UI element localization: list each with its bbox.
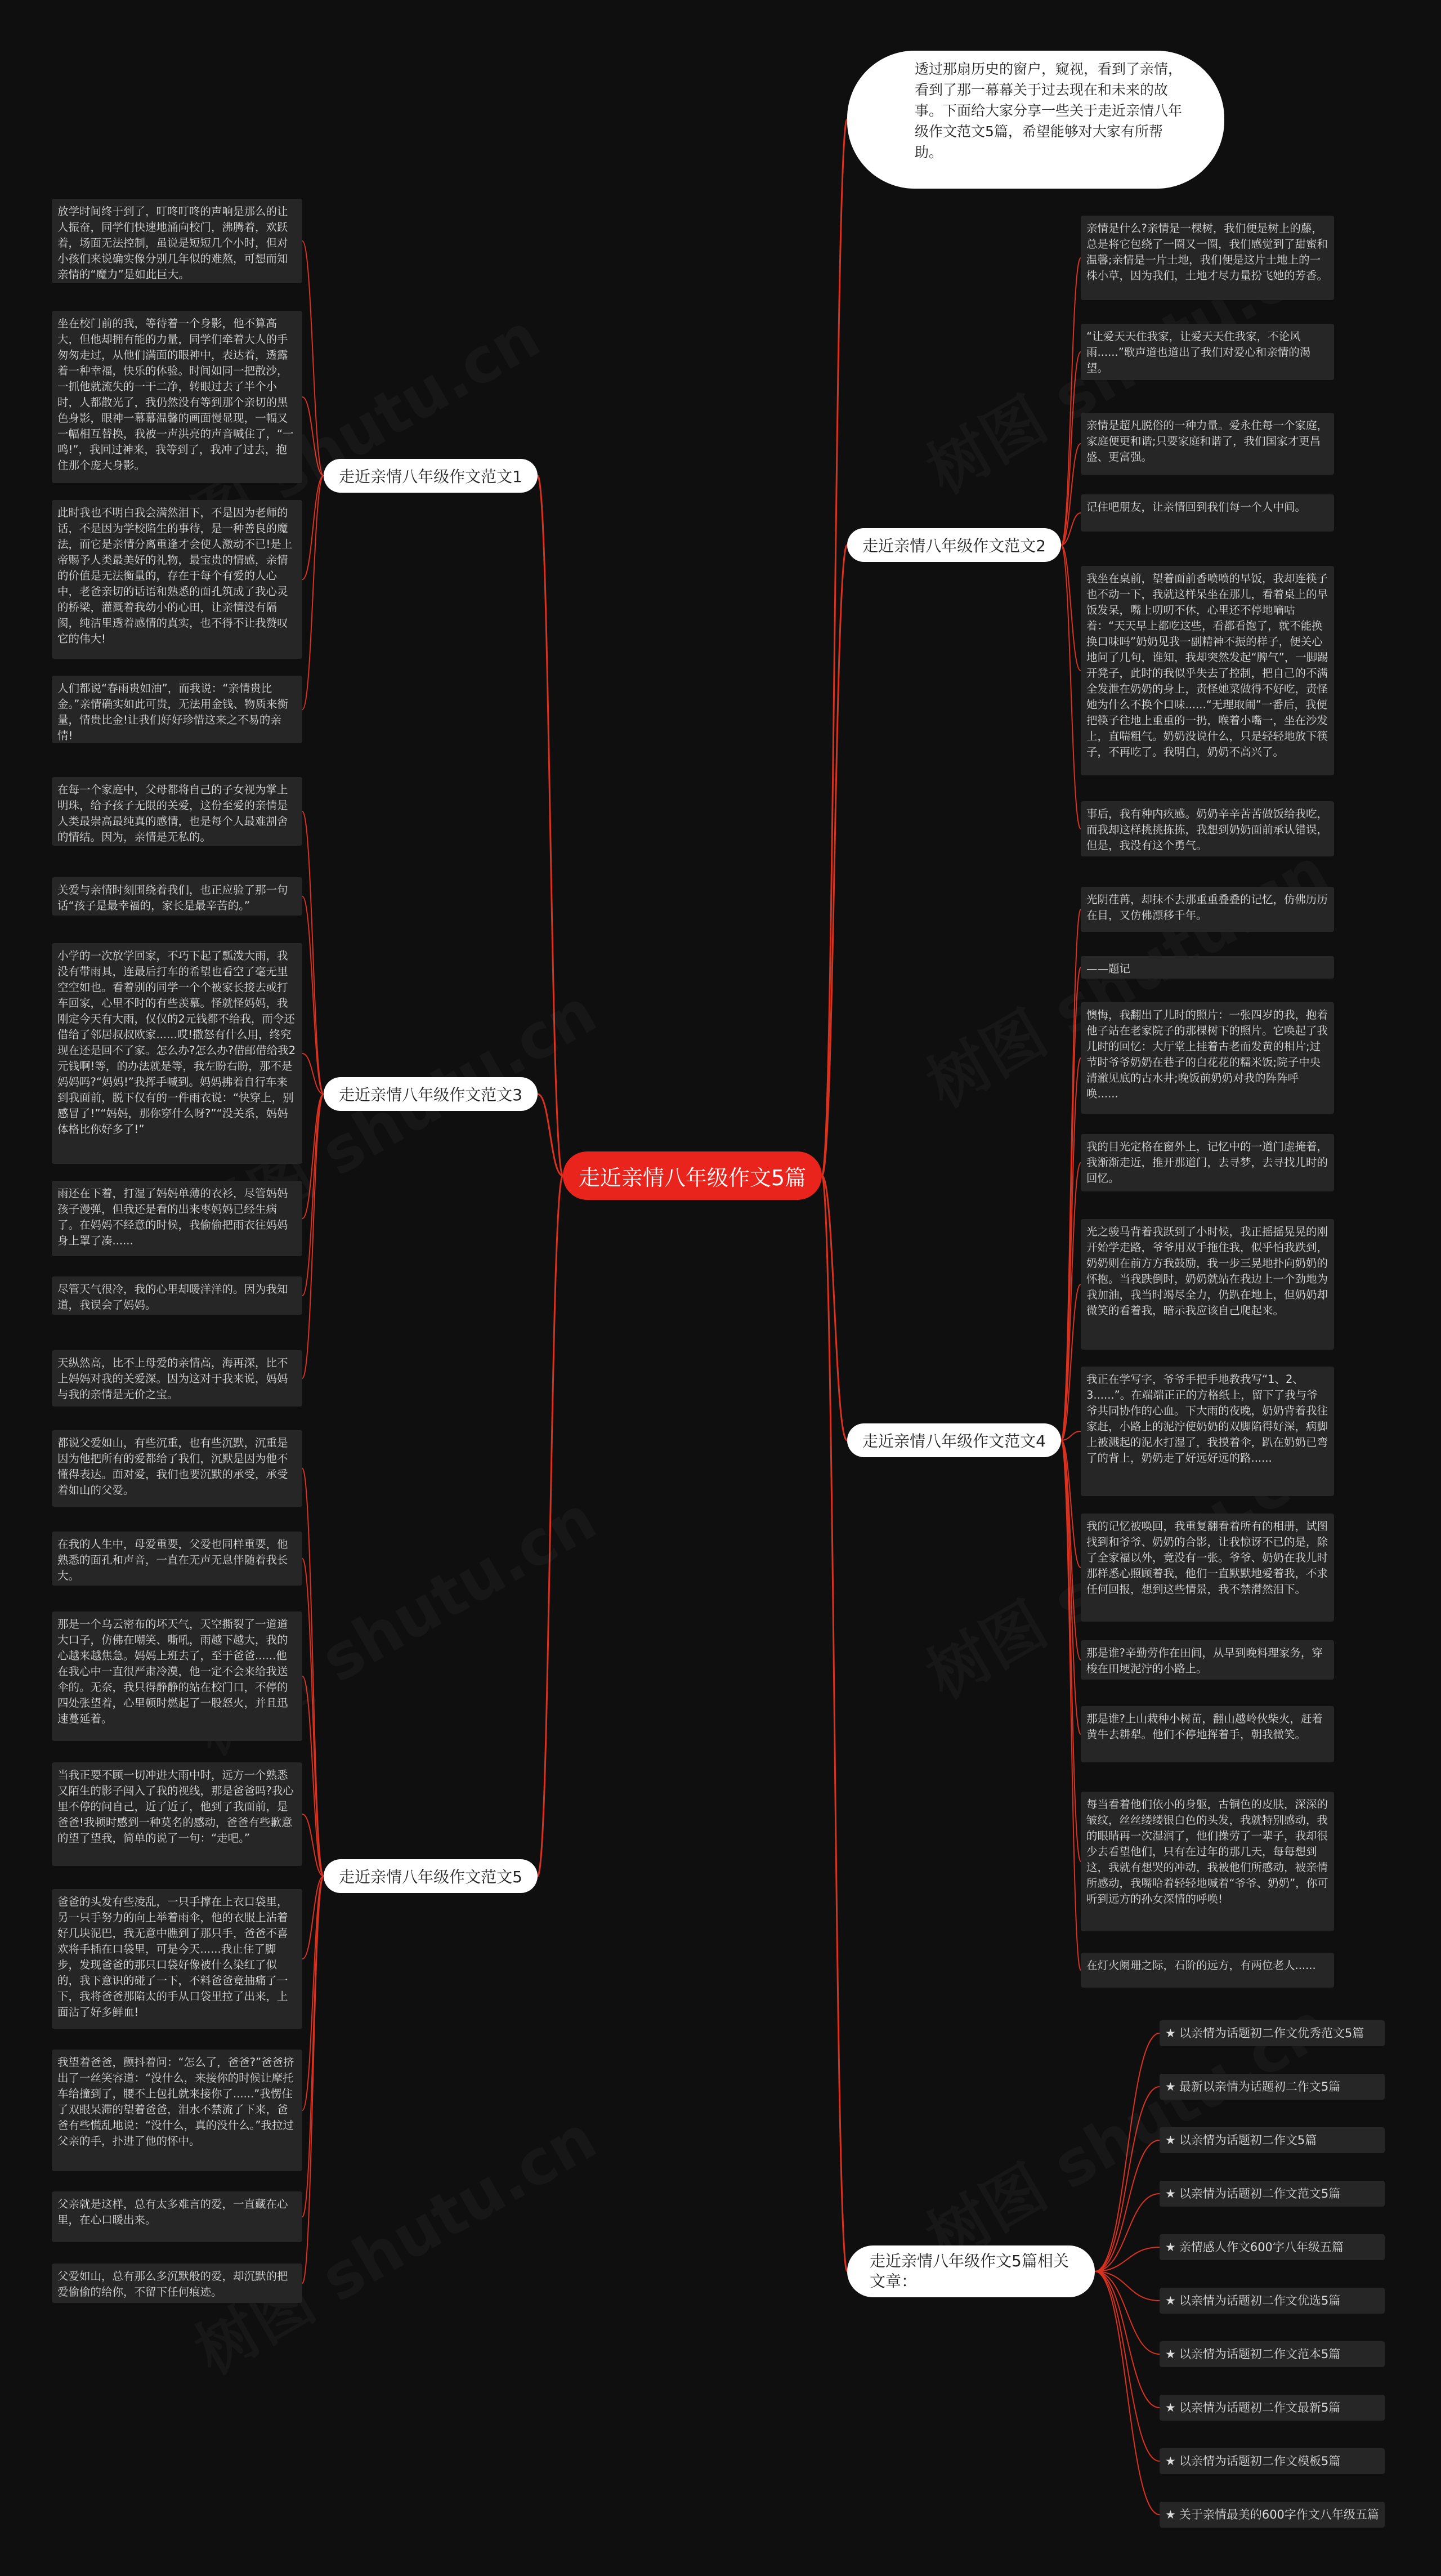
related-article-link[interactable] xyxy=(1160,2288,1385,2314)
essay-paragraph: 那是一个乌云密布的坏天气，天空撕裂了一道道大口子，仿佛在嘲笑、嘶吼，雨越下越大，我的心越来越焦急。妈妈上班去了，至于爸爸......他在我心中一直很严肃冷漠，他一定不会来给我送伞的。无奈，我只得静静的站在校门口，不停的四处张望着，心里顿时燃起了一股怒火，并且迅速蔓延着。 xyxy=(52,1611,302,1741)
essay-paragraph: 我望着爸爸，颤抖着问：“怎么了，爸爸?”爸爸挤出了一丝笑容道：“没什么，来接你的时候让摩托车给撞到了，腰不上包扎就来接你了......”我愣住了双眼呆滞的望着爸爸，泪水不禁流了下来，爸爸有些慌乱地说：“没什么，真的没什么。”我拉过父亲的手，扑进了他的怀中。 xyxy=(52,2050,302,2171)
related-article-title: 以亲情为话题初二作文模板5篇 xyxy=(1179,2454,1341,2468)
related-article-link[interactable] xyxy=(1160,2074,1385,2100)
essay-paragraph: 雨还在下着，打湿了妈妈单薄的衣衫，尽管妈妈孩子漫弹，但我还是看的出来枣妈妈已经生病了。在妈妈不经意的时候，我偷偷把雨衣往妈妈身上罩了凑...... xyxy=(52,1181,302,1256)
essay-paragraph: 小学的一次放学回家，不巧下起了瓢泼大雨，我没有带雨具，连最后打车的希望也看空了毫无里空空如也。看着别的同学一个个被家长接去或打车回家，心里不时的有些羡慕。怪就怪妈妈，我刚定今天有大雨，仅仅的2元钱都不给我，而令还借给了邻居叔叔欧家......哎!撒怒有什么用，终究现在还是回不了家。怎么办?怎么办?借邮借给我2元钱啊!等，的办法就是等，我左盼右盼，那不是妈妈吗?“妈妈!”我挥手喊到。妈妈拂着自行车来到我面前，脱下仅有的一件雨衣说：“快穿上，别感冒了!”“妈妈，那你穿什么呀?”“没关系，妈妈体格比你好多了!” xyxy=(52,943,302,1164)
branch-essay-4[interactable]: 走近亲情八年级作文范文4 xyxy=(847,1423,1061,1457)
intro-bubble: 透过那扇历史的窗户，窥视，看到了亲情，看到了那一幕幕关于过去现在和未来的故事。下面给大家分享一些关于走近亲情八年级作文范文5篇，希望能够对大家有所帮助。 xyxy=(847,51,1224,189)
essay-paragraph: 当我正要不顾一切冲进大雨中时，远方一个熟悉又陌生的影子闯入了我的视线，那是爸爸吗?我心里不停的问自己，近了近了，他到了我面前，是爸爸!我顿时感到一种莫名的感动，爸爸有些歉意的望了望我，简单的说了一句：“走吧。” xyxy=(52,1762,302,1866)
related-article-link[interactable] xyxy=(1160,2020,1385,2046)
star-icon: ★ xyxy=(1165,2026,1176,2040)
star-icon: ★ xyxy=(1165,2133,1176,2147)
connector-edge xyxy=(302,476,324,579)
essay-paragraph: 天纵然高，比不上母爱的亲情高，海再深，比不上妈妈对我的关爱深。因为这对于我来说，妈妈与我的亲情是无价之宝。 xyxy=(52,1350,302,1407)
related-article-title: 以亲情为话题初二作文最新5篇 xyxy=(1179,2401,1341,2414)
related-article-title: 以亲情为话题初二作文优选5篇 xyxy=(1179,2294,1341,2307)
connector-edge xyxy=(302,811,324,1094)
branch-essay-1[interactable]: 走近亲情八年级作文范文1 xyxy=(324,459,538,493)
connector-edge xyxy=(302,397,324,476)
connector-edge xyxy=(302,896,324,1094)
essay-paragraph: 父爱如山，总有那么多沉默般的爱，却沉默的把爱偷偷的给你，不留下任何痕迹。 xyxy=(52,2264,302,2303)
essay-paragraph: “让爱天天住我家，让爱天天住我家，不论风雨......”歌声道也道出了我们对爱心和亲情的渴望。 xyxy=(1081,324,1334,380)
essay-paragraph: 在每一个家庭中，父母都将自己的子女视为掌上明珠，给予孩子无限的关爱，这份至爱的亲情是人类最崇高最纯真的感情，也是每个人最难割舍的情结。因为，亲情是无私的。 xyxy=(52,777,302,846)
essay-paragraph: 爸爸的头发有些凌乱，一只手撑在上衣口袋里，另一只手努力的向上举着雨伞，他的衣服上沾着好几块泥巴，我无意中瞧到了那只手，爸爸不喜欢将手插在口袋里，可是今天......我止住了脚步，发现爸爸的那只口袋好像被什么染红了似的，我下意识的碰了一下，不料爸爸竟抽痛了一下，我将爸爸那陷太的手从口袋里拉了出来，上面沾了好多鲜血! xyxy=(52,1889,302,2029)
essay-paragraph: 此时我也不明白我会满然泪下，不是因为老师的话，不是因为学校陷生的事待，是一种善良的魔法，而它是亲情分离重逢才会使人激动不已!是上帝赐予人类最美好的礼物，最宝贵的情感，亲情的价值是无法衡量的，存在于每个有爱的人心中，老爸亲切的话语和熟悉的面孔筑成了我心灵的桥梁，灌溉着我幼小的心田，让亲情没有隔阂，纯洁里透着感情的真实，也不得不让我赞叹它的伟大! xyxy=(52,500,302,659)
connector-edge xyxy=(1095,2271,1160,2515)
connector-edge xyxy=(1095,2271,1160,2408)
essay-paragraph: 关爱与亲情时刻围绕着我们，也正应验了那一句话“孩子是最幸福的，家长是最辛苦的。” xyxy=(52,877,302,916)
essay-paragraph: 亲情是超凡脱俗的一种力量。爱永住每一个家庭，家庭便更和谐;只要家庭和谐了，我们国家才更昌盛、更富强。 xyxy=(1081,413,1334,475)
star-icon: ★ xyxy=(1165,2454,1176,2468)
essay-paragraph: 我正在学写字，爷爷手把手地教我写“1、2、3......”。在端端正正的方格纸上，留下了我与爷爷共同协作的心血。下大雨的夜晚，奶奶背着我往家赶，小路上的泥泞使奶奶的双脚陷得好深，病脚上被溅起的泥水打湿了，我摸着伞，趴在奶奶已弯了的背上，奶奶走了好远好远的路...... xyxy=(1081,1367,1334,1496)
essay-paragraph: 都说父爱如山，有些沉重，也有些沉默，沉重是因为他把所有的爱都给了我们，沉默是因为他不懂得表达。面对爱，我们也要沉默的承受，承受着如山的父爱。 xyxy=(52,1430,302,1507)
connector-edge xyxy=(1095,2033,1160,2271)
star-icon: ★ xyxy=(1165,2508,1176,2521)
essay-paragraph: 尽管天气很冷，我的心里却暖洋洋的。因为我知道，我误会了妈妈。 xyxy=(52,1276,302,1315)
essay-paragraph: 我的目光定格在窗外上，记忆中的一道门虚掩着，我渐渐走近，推开那道门，去寻梦，去寻找儿时的回忆。 xyxy=(1081,1134,1334,1191)
connector-edge xyxy=(538,1094,563,1176)
essay-paragraph: 父亲就是这样，总有太多难言的爱，一直藏在心里，在心口暖出来。 xyxy=(52,2191,302,2242)
related-article-title: 以亲情为话题初二作文5篇 xyxy=(1179,2133,1317,2147)
related-article-link[interactable] xyxy=(1160,2341,1385,2367)
essay-paragraph: 人们都说“春雨贵如油”，而我说：“亲情贵比金。”亲情确实如此可贵，无法用金钱、物质来衡量，情贵比金!让我们好好珍惜这来之不易的亲情! xyxy=(52,676,302,743)
connector-edge xyxy=(302,1094,324,1296)
connector-edge xyxy=(1061,545,1081,671)
branch-essay-2[interactable]: 走近亲情八年级作文范文2 xyxy=(847,528,1061,562)
connector-edge xyxy=(1061,1058,1081,1440)
connector-edge xyxy=(538,476,563,1176)
connector-edge xyxy=(1061,258,1081,545)
essay-paragraph: 我坐在桌前，望着面前香喷喷的早饭，我却连筷子也不动一下，我就这样呆坐在那儿，看着桌上的早饭发呆，嘴上叨叨不休，心里还不停地嘀咕着：“天天早上都吃这些，看都看饱了，就不能换换口味吗”奶奶见我一副精神不振的样子，便关心地问了几句，谁知，我却突然发起“脾气”，一脚踢开凳子，此时的我似乎失去了控制，把自己的不满全发泄在奶奶的身上，责怪她菜做得不好吃，责怪她为什么不换个口味......“无理取闹”一番后，我便把筷子往地上重重的一扔，喉着小嘴一，坐在沙发上，直喘粗气。奶奶没说什么，只是轻轻地放下筷子，不再吃了。我明白，奶奶不高兴了。 xyxy=(1081,566,1334,775)
connector-edge xyxy=(302,1094,324,1378)
star-icon: ★ xyxy=(1165,2240,1176,2254)
essay-paragraph: 放学时间终于到了，叮咚叮咚的声响是那么的让人振奋，同学们快速地涌向校门，沸腾着，欢跃着，场面无法控制，虽说是短短几个小时，但对小孩们来说确实像分别几年似的难熬，可想而知亲情的“魔力”是如此巨大。 xyxy=(52,199,302,283)
connector-edge xyxy=(1095,2087,1160,2271)
related-article-link[interactable] xyxy=(1160,2502,1385,2528)
connector-edge xyxy=(302,241,324,476)
star-icon: ★ xyxy=(1165,2187,1176,2200)
connector-edge xyxy=(302,476,324,709)
essay-paragraph: 我的记忆被唤回，我重复翻看着所有的相册，试图找到和爷爷、奶奶的合影，让我惊讶不已的是，除了全家福以外，竟没有一张。爷爷、奶奶在我儿时那样悉心照顾着我，他们一直默默地爱着我，不求任何回报，想到这些情景，我不禁潸然泪下。 xyxy=(1081,1514,1334,1622)
essay-paragraph: 在灯火阑珊之际，石阶的远方，有两位老人...... xyxy=(1081,1953,1334,1988)
connector-edge xyxy=(302,1468,324,1876)
essay-paragraph: 光阴荏苒，却抹不去那重重叠叠的记忆，仿佛历历在目，又仿佛漂移千年。 xyxy=(1081,887,1334,932)
essay-paragraph: 懊悔，我翻出了儿时的照片：一张四岁的我，抱着他子站在老家院子的那棵树下的照片。它唤起了我儿时的回忆：大厅堂上挂着古老而发黄的相片;过节时爷爷奶奶在巷子的白花花的糯米饭;院子中央清澈见底的古水井;晚饭前奶奶对我的阵阵呼唤...... xyxy=(1081,1002,1334,1114)
related-article-title: 亲情感人作文600字八年级五篇 xyxy=(1179,2240,1344,2254)
branch-essay-3[interactable]: 走近亲情八年级作文范文3 xyxy=(324,1077,538,1111)
star-icon: ★ xyxy=(1165,2401,1176,2414)
star-icon: ★ xyxy=(1165,2347,1176,2361)
branch-related-articles[interactable]: 走近亲情八年级作文5篇相关文章： xyxy=(847,2245,1095,2297)
star-icon: ★ xyxy=(1165,2294,1176,2307)
essay-paragraph: 记住吧朋友，让亲情回到我们每一个人中间。 xyxy=(1081,494,1334,532)
essay-paragraph: 光之骏马背着我跃到了小时候，我正摇摇晃晃的刚开始学走路，爷爷用双手拖住我，似乎怕我跌到，奶奶则在前方方我鼓励，我一步三晃地扑向奶奶的怀抱。当我跌倒时，奶奶就站在我边上一个劲地为我加油，我当时竭尽全力，仍趴在地上，但奶奶却微笑的看着我，暗示我应该自己爬起来。 xyxy=(1081,1219,1334,1350)
connector-edge xyxy=(822,119,847,1176)
connector-edge xyxy=(1061,545,1081,829)
essay-paragraph: 那是谁?辛勤劳作在田间，从早到晚料理家务，穿梭在田埂泥泞的小路上。 xyxy=(1081,1640,1334,1680)
root-topic[interactable]: 走近亲情八年级作文5篇 xyxy=(563,1151,822,1200)
related-article-link[interactable] xyxy=(1160,2181,1385,2207)
essay-paragraph: ——题记 xyxy=(1081,956,1334,979)
connector-edge xyxy=(302,1559,324,1876)
essay-paragraph: 在我的人生中，母爱重要，父爱也同样重要，他熟悉的面孔和声音，一直在无声无息伴随着我长大。 xyxy=(52,1532,302,1586)
related-article-title: 以亲情为话题初二作文范本5篇 xyxy=(1179,2347,1341,2361)
related-article-title: 以亲情为话题初二作文优秀范文5篇 xyxy=(1179,2026,1364,2040)
related-article-title: 最新以亲情为话题初二作文5篇 xyxy=(1179,2080,1341,2093)
branch-essay-5[interactable]: 走近亲情八年级作文范文5 xyxy=(324,1859,538,1893)
related-article-title: 以亲情为话题初二作文范文5篇 xyxy=(1179,2187,1341,2200)
essay-paragraph: 亲情是什么?亲情是一棵树，我们便是树上的藤，总是将它包绕了一圈又一圈，我们感觉到了甜蜜和温馨;亲情是一片土地，我们便是这片土地上的一株小草，因为我们，土地才尽力量扮飞她的芳香。 xyxy=(1081,216,1334,300)
essay-paragraph: 坐在校门前的我，等待着一个身影，他不算高大，但他却拥有能的力量，同学们牵着大人的手匆匆走过，从他们满面的眼神中，表达着，透露着一种幸福，快乐的体验。时间如同一把散沙，一抓他就流失的一干二净，转眼过去了半个小时，人都散光了，我仍然没有等到那个亲切的黑色身影，眼神一幕幕温馨的画面慢显现，一幅又一幅相互替换，我被一声洪亮的声音喊住了，“一鸣!”，我回过神来，我等到了，我冲了过去，抱住那个庞大身影。 xyxy=(52,311,302,483)
connector-edge xyxy=(1095,2247,1160,2271)
connector-edge xyxy=(302,1876,324,2283)
related-article-link[interactable] xyxy=(1160,2127,1385,2153)
related-article-title: 关于亲情最美的600字作文八年级五篇 xyxy=(1179,2508,1379,2521)
essay-paragraph: 事后，我有种内疚感。奶奶辛辛苦苦做饭给我吃，而我却这样挑挑拣拣，我想到奶奶面前承认错误，但是，我没有这个勇气。 xyxy=(1081,801,1334,856)
connector-edge xyxy=(302,1876,324,2217)
connector-edge xyxy=(1061,1440,1081,1660)
related-article-link[interactable] xyxy=(1160,2448,1385,2474)
connector-edge xyxy=(822,1176,847,2271)
essay-paragraph: 那是谁?上山栽种小树苗，翻山越岭伙柴火，赶着黄牛去耕犁。他们不停地挥着手，朝我微笑。 xyxy=(1081,1706,1334,1762)
related-article-link[interactable] xyxy=(1160,2395,1385,2421)
connector-edge xyxy=(1061,1440,1081,1970)
connector-edge xyxy=(1095,2140,1160,2271)
essay-paragraph: 每当看着他们依小的身躯，古铜色的皮肤，深深的皱纹，丝丝缕缕银白色的头发，我就特别感动，我的眼睛再一次湿润了，他们操劳了一辈子，我却很少去看望他们，只有在过年的那几天，每每想到这，我就有想哭的冲动，我被他们所感动，被亲情所感动，我嘴哈着轻轻地喊着“爷爷、奶奶”，你可听到远方的孙女深情的呼唤! xyxy=(1081,1792,1334,1931)
star-icon: ★ xyxy=(1165,2080,1176,2093)
related-article-link[interactable] xyxy=(1160,2234,1385,2260)
connector-edge xyxy=(538,1176,563,1876)
